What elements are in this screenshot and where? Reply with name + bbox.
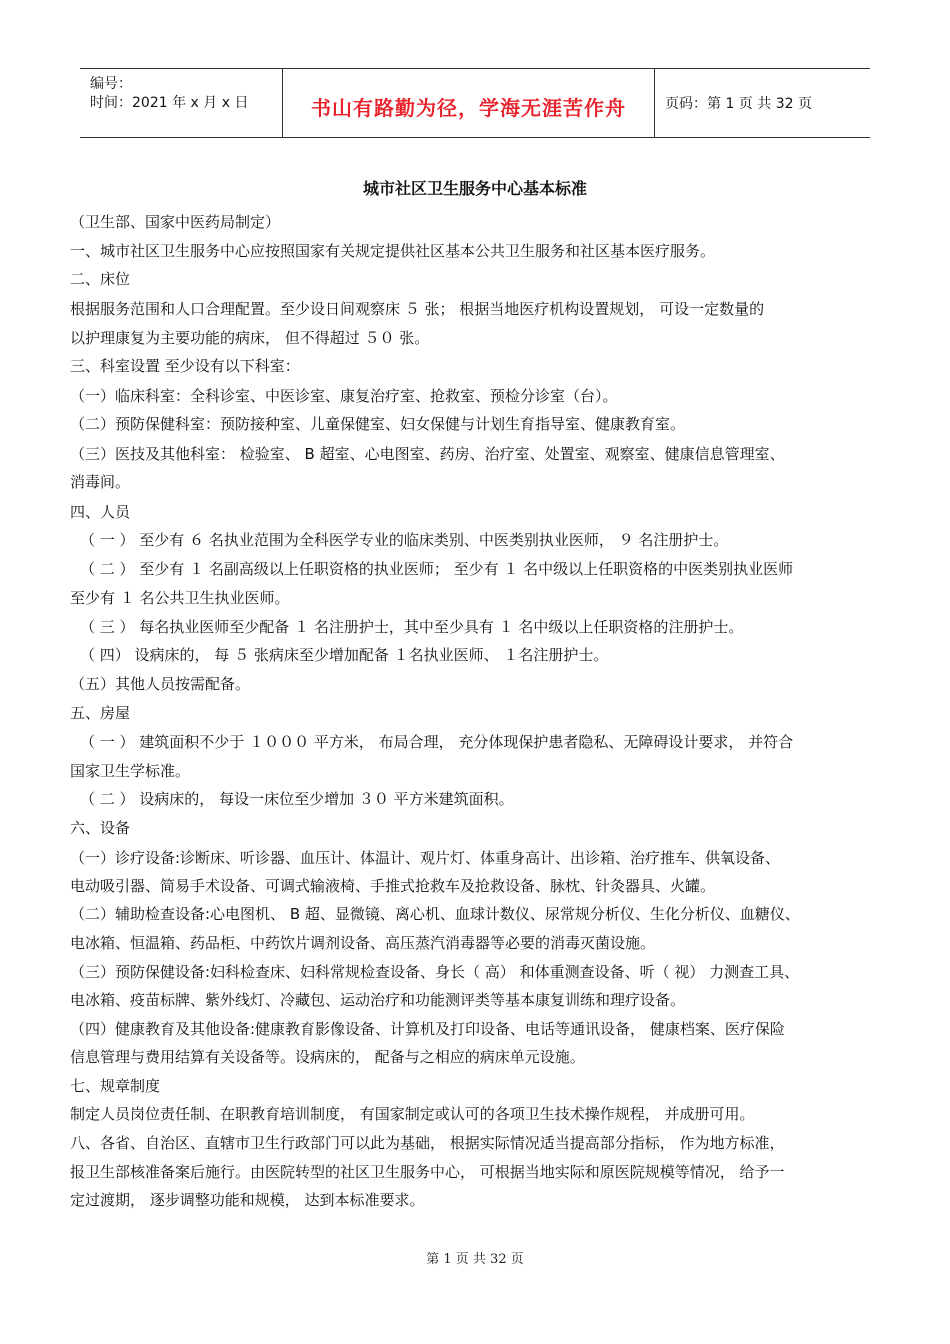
body-line: 二、床位 xyxy=(70,270,131,288)
header-page-cell xyxy=(655,69,870,137)
body-line: （一）临床科室：全科诊室、中医诊室、康复治疗室、抢救室、预检分诊室（台）。 xyxy=(70,387,618,405)
body-line: 报卫生部核准备案后施行。由医院转型的社区卫生服务中心， 可根据当地实际和原医院规模等情况， 给予一 xyxy=(70,1163,785,1181)
body-line: （卫生部、国家中医药局制定） xyxy=(70,213,281,231)
body-line: 六、设备 xyxy=(70,819,131,837)
body-line: （ 四） 设病床的， 每 ５ 张病床至少增加配备 １名执业医师、 １名注册护士。 xyxy=(80,646,609,664)
body-line: 电冰箱、恒温箱、药品柜、中药饮片调剂设备、高压蒸汽消毒器等必要的消毒灭菌设施。 xyxy=(70,934,656,952)
body-line: （三）预防保健设备:妇科检查床、妇科常规检查设备、身长（ 高） 和体重测查设备、听（ 视） 力测查工具、 xyxy=(70,963,800,981)
body-line: （ 一 ） 建筑面积不少于 １０００ 平方米， 布局合理， 充分体现保护患者隐私、无障碍设计要求， 并符合 xyxy=(80,733,794,751)
body-line: 国家卫生学标准。 xyxy=(70,762,191,780)
body-line: 定过渡期， 逐步调整功能和规模， 达到本标准要求。 xyxy=(70,1191,425,1209)
document-date-label: 时间：2021 年 x 月 x 日 xyxy=(90,95,249,111)
body-line: （二）辅助检查设备:心电图机、 B 超、显微镜、离心机、血球计数仪、尿常规分析仪、生化分析仪、血糖仪、 xyxy=(70,905,800,923)
document-number-label: 编号： xyxy=(90,76,132,92)
motto-text: 书山有路勤为径，学海无涯苦作舟 xyxy=(311,96,626,120)
body-line: （ 三 ） 每名执业医师至少配备 １ 名注册护士，其中至少具有 １ 名中级以上任职资格的注册护士。 xyxy=(80,618,744,636)
body-line: 制定人员岗位责任制、在职教育培训制度， 有国家制定或认可的各项卫生技术操作规程， 并成册可用。 xyxy=(70,1105,755,1123)
body-line: 至少有 １ 名公共卫生执业医师。 xyxy=(70,589,290,607)
body-line: （二）预防保健科室：预防接种室、儿童保健室、妇女保健与计划生育指导室、健康教育室。 xyxy=(70,415,686,433)
body-line: 根据服务范围和人口合理配置。至少设日间观察床 ５ 张； 根据当地医疗机构设置规划， 可设一定数量的 xyxy=(70,300,765,318)
body-line: 电动吸引器、简易手术设备、可调式输液椅、手推式抢救车及抢救设备、脉枕、针灸器具、火罐。 xyxy=(70,877,716,895)
body-line: （ 二 ） 至少有 １ 名副高级以上任职资格的执业医师； 至少有 １ 名中级以上任职资格的中医类别执业医师 xyxy=(80,560,794,578)
body-line: 以护理康复为主要功能的病床， 但不得超过 ５０ 张。 xyxy=(70,329,430,347)
body-line: 一、城市社区卫生服务中心应按照国家有关规定提供社区基本公共卫生服务和社区基本医疗服务。 xyxy=(70,242,716,260)
body-line: 三、科室设置 至少设有以下科室： xyxy=(70,357,300,375)
body-line: 电冰箱、疫苗标牌、紫外线灯、冷藏包、运动治疗和功能测评类等基本康复训练和理疗设备。 xyxy=(70,991,686,1009)
body-line: 信息管理与费用结算有关设备等。设病床的， 配备与之相应的病床单元设施。 xyxy=(70,1048,585,1066)
page-info-label: 页码：第 1 页 共 32 页 xyxy=(665,96,812,112)
body-line: （三）医技及其他科室： 检验室、 B 超室、心电图室、药房、治疗室、处置室、观察室、健康信息管理室、 xyxy=(70,445,785,463)
header-motto-cell xyxy=(283,69,655,137)
header-info-cell xyxy=(80,69,283,137)
body-line: 消毒间。 xyxy=(70,473,131,491)
document-title: 城市社区卫生服务中心基本标准 xyxy=(362,179,587,198)
body-line: 四、人员 xyxy=(70,503,131,521)
body-line: （四）健康教育及其他设备:健康教育影像设备、计算机及打印设备、电话等通讯设备， 健康档案、医疗保险 xyxy=(70,1020,785,1038)
body-line: （一）诊疗设备:诊断床、听诊器、血压计、体温计、观片灯、体重身高计、出诊箱、治疗推车、供氧设备、 xyxy=(70,849,781,867)
body-line: （五）其他人员按需配备。 xyxy=(70,675,251,693)
body-line: 八、各省、自治区、直辖市卫生行政部门可以此为基础， 根据实际情况适当提高部分指标， 作为地方标准， xyxy=(70,1134,785,1152)
body-line: （ 二 ） 设病床的， 每设一床位至少增加 ３０ 平方米建筑面积。 xyxy=(80,790,514,808)
body-line: 五、房屋 xyxy=(70,704,131,722)
header-table xyxy=(80,68,870,138)
page-footer: 第 1 页 共 32 页 xyxy=(426,1252,524,1267)
body-line: （ 一 ） 至少有 ６ 名执业范围为全科医学专业的临床类别、中医类别执业医师， ９ 名注册护士。 xyxy=(80,531,729,549)
body-line: 七、规章制度 xyxy=(70,1077,161,1095)
